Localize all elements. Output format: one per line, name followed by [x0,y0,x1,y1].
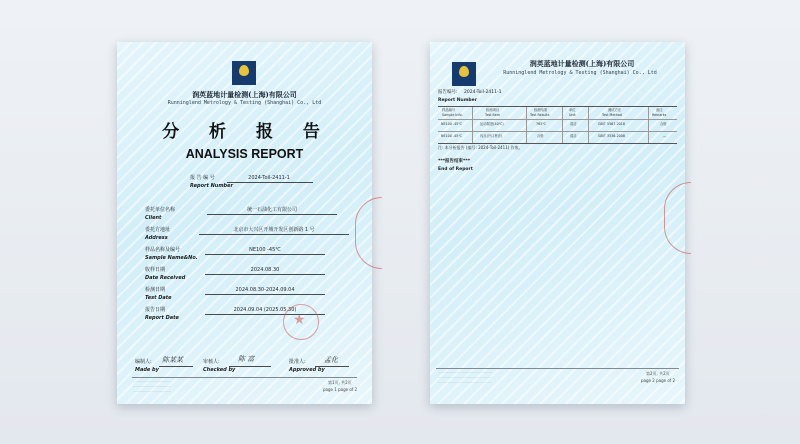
report-number-label: 报告编号: [438,90,458,95]
table-header: Test Method [602,113,622,117]
table-cell: GB/T 5567-2018 [598,122,625,126]
table-cell: 闪点(开口杯法) [480,134,503,138]
oil-drop-icon [459,66,469,77]
address-label-cn: 委托方地址 [145,227,171,233]
company-name-en: Runninglend Metrology & Testing (Shanghai) Co., Ltd [167,100,322,106]
official-seal [283,304,319,340]
made-by-label-en: Made by [135,367,159,373]
report-results-page: 润英蓝地计量检测(上海)有限公司 Runninglend Metrology & Testing (Shanghai) Co., Ltd 报告编号: 2024-Toil-2411-1 Report Number 样品编号 Sample Info. 检测项目 Test Item 检测结果 Test Results 单位 Unit 测试方法 Test Method 备注 Remarks NE100 -45℃ 运动黏度(40℃) 765℃ 清洁 GB/T 5567-2018 合格 NE100 -45℃ 闪点(开口杯法) 合格 清洁 GB/T 3536-2008 — 注: 本分析报告 (编号: 2024-Toil-2411) 作废。 ***报告结束*** End of Report ························································ ························································ ························································ 第2页, 共2页 page 2 page of 2 [430,42,685,404]
company-logo [452,62,476,86]
checked-by-label-cn: 审核人: [203,359,220,365]
table-header: 样品编号 [442,108,456,112]
company-name-cn: 润英蓝地计量检测(上海)有限公司 [529,59,635,68]
report-title-cn: 分 析 报 告 [162,122,332,142]
table-header: 检测结果 [534,108,548,112]
client-label-en: Client [145,215,162,221]
table-header: Remarks [652,113,667,117]
seal-stamp-edge [355,197,382,269]
table-cell: 清洁 [570,134,577,138]
report-number-label-cn: 报 告 编 号 [190,175,215,181]
test-date-label-en: Test Date [145,295,172,301]
test-date-value: 2024.08.30-2024.09.04 [235,287,295,293]
report-date-label-en: Report Date [145,315,179,321]
report-date-value: 2024.09.04 (2025.05.30) [233,307,297,313]
table-cell: 运动黏度(40℃) [480,122,504,126]
report-title-en: ANALYSIS REPORT [185,147,304,161]
end-of-report-cn: ***报告结束*** [438,159,471,164]
checked-by-signature: 陈 富 [238,355,255,363]
made-by-label-cn: 编制人: [135,359,152,365]
test-date-label-cn: 检测日期 [145,287,166,293]
seal-stamp-edge [664,182,691,254]
table-header: 测试方法 [608,108,622,112]
client-value: 统一石油化工有限公司 [246,207,297,213]
sample-label-cn: 样品名称及编号 [145,247,181,253]
sample-label-en: Sample Name&No. [145,255,198,261]
report-number-value: 2024-Toil-2411-1 [464,90,502,95]
report-date-label-cn: 报告日期 [145,307,166,313]
results-table [438,106,677,144]
table-header: 检测项目 [486,108,500,112]
table-header: 单位 [569,108,576,112]
address-value: 北京市大兴区开城开发区创新路 1 号 [233,227,315,233]
report-number-label-en: Report Number [438,98,477,103]
table-cell: 清洁 [570,122,577,126]
company-name-en: Runninglend Metrology & Testing (Shanghai) Co., Ltd [503,70,657,76]
table-cell: 合格 [537,134,544,138]
page-number-en: page 1 page of 2 [323,387,358,392]
table-header: Unit [569,113,576,117]
page-number-cn: 第1页, 共2页 [328,380,352,385]
checked-by-label-en: Checked by [203,367,236,373]
page-number-cn: 第2页, 共2页 [646,371,670,376]
date-received-label-cn: 收样日期 [145,267,166,273]
date-received-label-en: Date Received [145,275,186,281]
report-number-label-en: Report Number [190,183,233,189]
approved-by-label-cn: 批准人: [289,359,306,365]
company-logo [232,61,256,85]
table-cell: NE100 -45℃ [441,134,462,138]
report-note: 注: 本分析报告 (编号: 2024-Toil-2411) 作废。 [438,145,523,150]
client-label-cn: 委托单位名称 [145,207,176,213]
date-received-value: 2024.08.30 [250,267,280,273]
address-label-en: Address [145,235,168,241]
table-header: Sample Info. [442,113,463,117]
table-cell: — [663,134,667,138]
company-name-cn: 润英蓝地计量检测(上海)有限公司 [192,90,297,99]
table-cell: NE100 -45℃ [441,122,462,126]
report-cover-page: 润英蓝地计量检测(上海)有限公司 Runninglend Metrology & Testing (Shanghai) Co., Ltd 分 析 报 告 ANALYSIS REPORT 报 告 编 号 2024-Toil-2411-1 Report Number 委托单位名称 统一石油化工有限公司 Client 委托方地址 北京市大兴区开城开发区创新路 1 号 Address 样品名称及编号 NE100 -45℃ Sample Name&No. 收样日期 2024.08.30 Date Received 检测日期 2024.08.30-2024.09.04 Test Date 报告日期 2024.09.04 (2025.05.30) Report Date ★ 编制人: 陈某某 Made by 审核人: 陈 富 Checked by 批准人: 孟化 Approved by ········································ ········································ ········································ 第1页, 共2页 page 1 page of 2 [117,42,372,404]
table-header: 备注 [656,108,663,112]
table-header: Test Results [530,113,550,117]
oil-drop-icon [239,65,249,76]
table-cell: 合格 [660,122,667,126]
approved-by-signature: 孟化 [324,356,338,364]
table-header: Test Item [485,113,501,117]
table-cell: GB/T 3536-2008 [598,134,625,138]
table-cell: 765℃ [536,122,546,126]
report-number-value: 2024-Toil-2411-1 [248,175,290,181]
star-icon: ★ [293,312,306,328]
sample-value: NE100 -45℃ [249,247,281,253]
end-of-report-en: End of Report [438,167,473,172]
made-by-signature: 陈某某 [162,356,183,364]
approved-by-label-en: Approved by [289,367,325,373]
page-number-en: page 2 page of 2 [641,378,676,383]
